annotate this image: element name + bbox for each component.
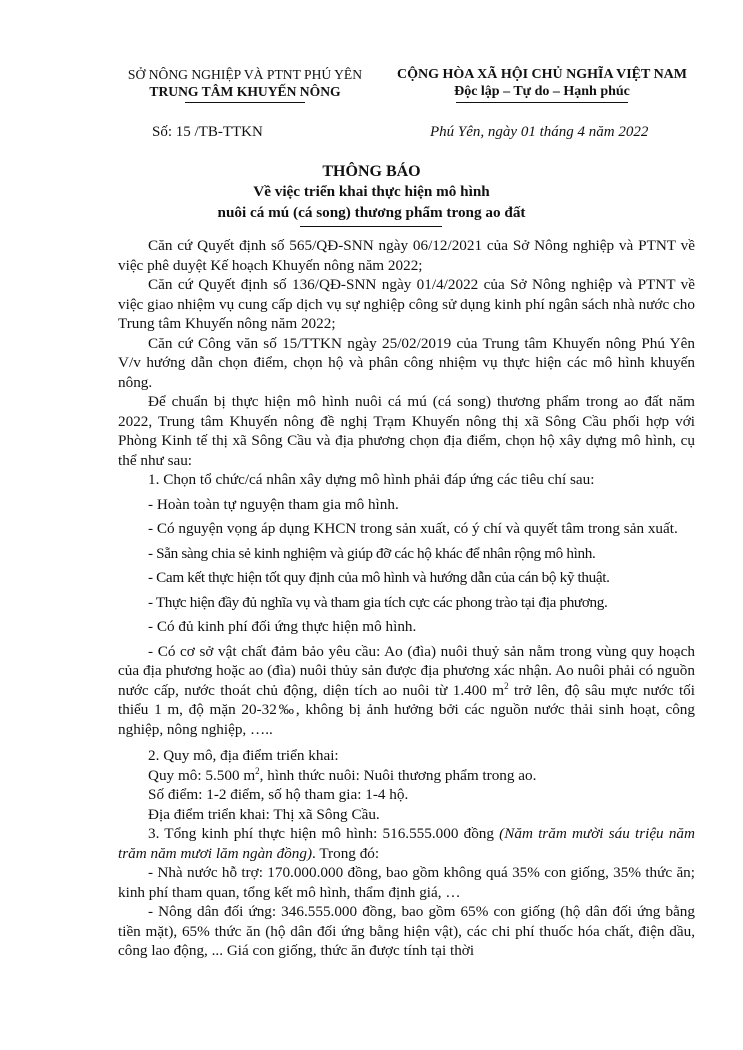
criterion-funding: - Có đủ kinh phí đối ứng thực hiện mô hình. bbox=[148, 618, 417, 635]
criterion-commitment: - Cam kết thực hiện tốt quy định của mô hình và hướng dẫn của cán bộ kỹ thuật. bbox=[148, 569, 610, 586]
national-motto-header bbox=[372, 66, 712, 103]
document-title: THÔNG BÁO bbox=[322, 163, 421, 180]
points-line: Số điểm: 1-2 điểm, số hộ tham gia: 1-4 hộ. bbox=[148, 786, 409, 803]
section-2-heading: 2. Quy mô, địa điểm triển khai: bbox=[148, 747, 339, 764]
funding-state-support: - Nhà nước hỗ trợ: 170.000.000 đồng, bao gồm không quá 35% con giống, 35% thức ăn; kinh phí tham quan, tổng kết mô hình, thẩm định giá, … bbox=[118, 864, 695, 901]
parent-agency-name: SỞ NÔNG NGHIỆP VÀ PTNT PHÚ YÊN bbox=[127, 67, 363, 82]
document-body bbox=[118, 236, 695, 961]
criterion-voluntary: - Hoàn toàn tự nguyện tham gia mô hình. bbox=[148, 495, 399, 513]
basis-paragraph-1: Căn cứ Quyết định số 565/QĐ-SNN ngày 06/12/2021 của Sở Nông nghiệp và PTNT về việc phê duyệt Kế hoạch Khuyến nông năm 2022; bbox=[118, 237, 695, 274]
basis-paragraph-3: Căn cứ Công văn số 15/TTKN ngày 25/02/2019 của Trung tâm Khuyến nông Phú Yên V/v hướng dẫn chọn điểm, chọn hộ và phân công nhiệm vụ thực hiện các mô hình khuyến nông. bbox=[118, 334, 695, 391]
agency-underline bbox=[185, 102, 305, 103]
funding-farmer-contribution: - Nông dân đối ứng: 346.555.000 đồng, bao gồm 65% con giống (hộ dân đối ứng bằng tiền mặt), 65% thức ăn (hộ dân đối ứng bằng hiện vật), các chi phí thuốc hóa chất, điện dầu, công lao động, ... Giá con giống, thức ăn được tính tại thời bbox=[118, 903, 695, 959]
scale-line: Quy mô: 5.500 $m^2$, hình thức nuôi: Nuôi thương phẩm trong ao. bbox=[148, 765, 537, 784]
document-subject-line-1: Về việc triển khai thực hiện mô hình bbox=[253, 183, 490, 200]
motto: Độc lập – Tự do – Hạnh phúc bbox=[454, 84, 630, 99]
country-name: CỘNG HÒA XÃ HỘI CHỦ NGHĨA VIỆT NAM bbox=[396, 67, 687, 82]
section-1-heading: 1. Chọn tổ chức/cá nhân xây dựng mô hình phải đáp ứng các tiêu chí sau: bbox=[148, 471, 595, 488]
criterion-obligations: - Thực hiện đầy đủ nghĩa vụ và tham gia tích cực các phong trào tại địa phương. bbox=[148, 593, 608, 611]
agency-name: TRUNG TÂM KHUYẾN NÔNG bbox=[149, 84, 341, 99]
basis-paragraph-2: Căn cứ Quyết định số 136/QĐ-SNN ngày 01/4/2022 của Sở Nông nghiệp và PTNT về việc giao nhiệm vụ cung cấp dịch vụ sự nghiệp công sử dụng kinh phí ngân sách nhà nước cho Trung tâm Khuyến nông năm 2022; bbox=[118, 276, 695, 332]
location-line: Địa điểm triển khai: Thị xã Sông Cầu. bbox=[148, 805, 380, 823]
document-number: Số: 15 /TB-TTKN bbox=[152, 124, 263, 140]
section-3-heading: 3. Tổng kinh phí thực hiện mô hình: 516.555.000 đồng (Năm trăm mười sáu triệu năm trăm năm mươi lăm ngàn đồng). Trong đó: bbox=[118, 825, 695, 862]
motto-underline bbox=[456, 102, 628, 103]
criterion-facilities: - Có cơ sở vật chất đảm bảo yêu cầu: Ao (đìa) nuôi thuỷ sản nằm trong vùng quy hoạch của địa phương hoặc ao (đìa) nuôi thủy sản được địa phương xác nhận. Ao nuôi phải có nguồn nước cấp, nước thoát chủ động, diện tích ao nuôi từ 1.400 $m^2$ trở lên, độ sâu mực nước tối thiểu 1 m, độ mặn 20-32‰, không bị ảnh hưởng bởi các nguồn nước thải sinh hoạt, công nghiệp, nông nghiệp, ….. bbox=[118, 642, 695, 738]
criterion-technology: - Có nguyện vọng áp dụng KHCN trong sản xuất, có ý chí và quyết tâm trong sản xuất. bbox=[148, 520, 678, 537]
criterion-sharing: - Sẵn sàng chia sẻ kinh nghiệm và giúp đỡ các hộ khác để nhân rộng mô hình. bbox=[148, 544, 596, 562]
title-underline bbox=[300, 226, 442, 227]
issuing-agency-header bbox=[100, 66, 390, 103]
intro-paragraph: Để chuẩn bị thực hiện mô hình nuôi cá mú (cá song) thương phẩm trong ao đất năm 2022, Trung tâm Khuyến nông đề nghị Trạm Khuyến nông thị xã Sông Cầu phối hợp với Phòng Kinh tế thị xã Sông Cầu và địa phương chọn địa điểm, chọn hộ xây dựng mô hình, cụ thể như sau: bbox=[118, 393, 695, 469]
place-and-date: Phú Yên, ngày 01 tháng 4 năm 2022 bbox=[430, 124, 649, 140]
document-subject-line-2: nuôi cá mú (cá song) thương phẩm trong ao đất bbox=[217, 204, 526, 221]
